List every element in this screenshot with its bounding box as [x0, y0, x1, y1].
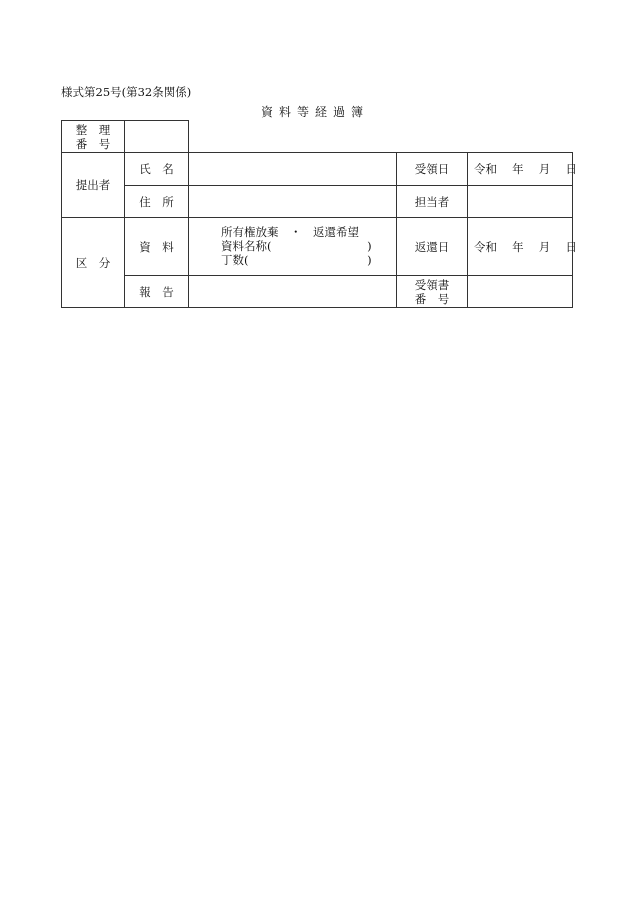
jureisho-bangou-value[interactable]: [468, 276, 572, 307]
shimei-label: 氏 名: [139, 162, 174, 176]
form-number-label: 様式第25号(第32条関係): [61, 85, 192, 99]
jureibi-date[interactable]: [468, 153, 577, 185]
label-line: 受領書: [414, 277, 450, 292]
seiri-bangou-value[interactable]: [125, 121, 188, 152]
shiryou-details[interactable]: [221, 225, 372, 267]
houkoku-label: 報 告: [139, 284, 174, 299]
label-line: 番 号: [414, 291, 450, 306]
tantousha-label: 担当者: [414, 194, 450, 209]
shiryou-line: 丁数( ): [221, 253, 372, 267]
seiri-bangou-label: [62, 121, 124, 152]
jusho-label: 住 所: [139, 194, 174, 209]
tantousha-value[interactable]: [468, 186, 572, 217]
shiryou-line: 所有権放棄 ・ 返還希望: [221, 225, 359, 239]
kubun-label: 区 分: [75, 255, 111, 270]
jureibi-label: 受領日: [414, 162, 450, 176]
date-text: 令和 年 月 日: [474, 162, 577, 176]
teishutsusha-label: 提出者: [75, 178, 111, 192]
form-title: 資料等経過簿: [260, 105, 369, 119]
jureisho-bangou-label: [397, 276, 467, 307]
henkanbi-label: 返還日: [414, 239, 450, 254]
label-line: 番 号: [75, 136, 111, 151]
shiryou-line: 資料名称( ): [221, 239, 372, 253]
date-text: 令和 年 月 日: [474, 239, 577, 254]
shimei-value[interactable]: [189, 153, 396, 185]
henkanbi-date[interactable]: [468, 218, 577, 275]
label-line: 整 理: [75, 122, 111, 137]
rule: [61, 307, 573, 308]
houkoku-value[interactable]: [189, 276, 396, 307]
jusho-value[interactable]: [189, 186, 396, 217]
shiryou-label: 資 料: [139, 239, 174, 254]
